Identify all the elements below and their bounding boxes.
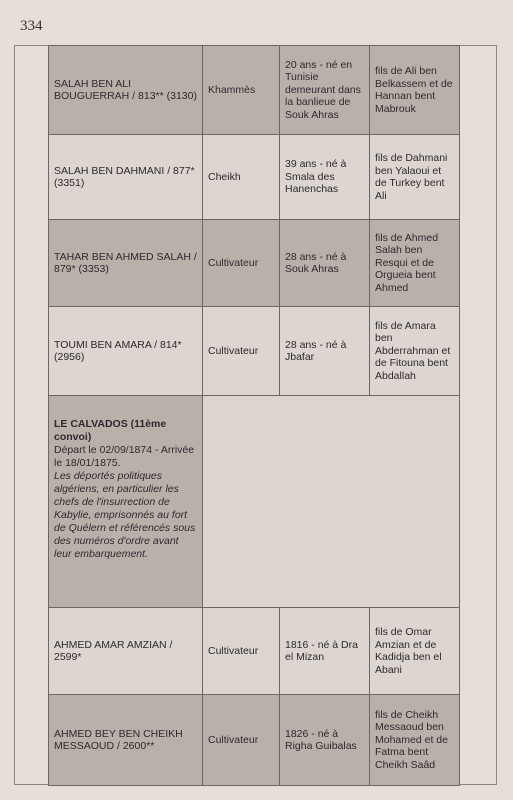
deportee-age-birthplace: 28 ans - né à Souk Ahras xyxy=(280,220,370,307)
deportee-parents: fils de Cheikh Messaoud ben Mohamed et de Fatma bent Cheikh Saâd xyxy=(370,695,460,786)
deportee-age-birthplace: 1826 - né à Righa Guibalas xyxy=(280,695,370,786)
deportee-age-birthplace: 1816 - né à Dra el Mizan xyxy=(280,608,370,695)
deportee-table xyxy=(48,45,460,786)
deportee-occupation: Khammès xyxy=(203,46,280,135)
deportee-parents: fils de Amara ben Abderrahman et de Fitouna bent Abdallah xyxy=(370,307,460,396)
deportee-age-birthplace: 28 ans - né à Jbafar xyxy=(280,307,370,396)
deportee-name: AHMED AMAR AMZIAN / 2599* xyxy=(49,608,203,695)
convoy-description: Les déportés politiques algériens, en particulier les chefs de l'insurrection de Kabylie, emprisonnés au fort de Quélern et référencés sous des numéros d'ordre avant leur embarquement. xyxy=(54,470,196,560)
table-row xyxy=(49,135,460,220)
deportee-occupation: Cheikh xyxy=(203,135,280,220)
deportee-parents: fils de Ali ben Belkassem et de Hannan bent Mabrouk xyxy=(370,46,460,135)
deportee-name: TOUMI BEN AMARA / 814* (2956) xyxy=(49,307,203,396)
table-row xyxy=(49,46,460,135)
deportee-name: SALAH BEN ALI BOUGUERRAH / 813** (3130) xyxy=(49,46,203,135)
deportee-parents: fils de Omar Amzian et de Kadidja ben el Abani xyxy=(370,608,460,695)
deportee-age-birthplace: 39 ans - né à Smala des Hanenchas xyxy=(280,135,370,220)
deportee-occupation: Cultivateur xyxy=(203,220,280,307)
deportee-occupation: Cultivateur xyxy=(203,307,280,396)
table-row xyxy=(49,307,460,396)
table-row xyxy=(49,220,460,307)
page-number: 334 xyxy=(20,18,43,34)
deportee-name: TAHAR BEN AHMED SALAH / 879* (3353) xyxy=(49,220,203,307)
deportee-parents: fils de Ahmed Salah ben Resqui et de Orgueia bent Ahmed xyxy=(370,220,460,307)
deportee-occupation: Cultivateur xyxy=(203,608,280,695)
convoy-intro xyxy=(49,396,203,608)
deportee-age-birthplace: 20 ans - né en Tunisie demeurant dans la banlieue de Souk Ahras xyxy=(280,46,370,135)
table-row xyxy=(49,608,460,695)
convoy-title: LE CALVADOS (11ème convoi) xyxy=(54,418,167,443)
deportee-name: AHMED BEY BEN CHEIKH MESSAOUD / 2600** xyxy=(49,695,203,786)
deportee-parents: fils de Dahmani ben Yalaoui et de Turkey bent Ali xyxy=(370,135,460,220)
deportee-occupation: Cultivateur xyxy=(203,695,280,786)
table-row xyxy=(49,695,460,786)
convoy-dates: Départ le 02/09/1874 - Arrivée le 18/01/1875. xyxy=(54,444,195,469)
empty-cell xyxy=(203,396,460,608)
deportee-name: SALAH BEN DAHMANI / 877* (3351) xyxy=(49,135,203,220)
convoy-section xyxy=(49,396,460,608)
